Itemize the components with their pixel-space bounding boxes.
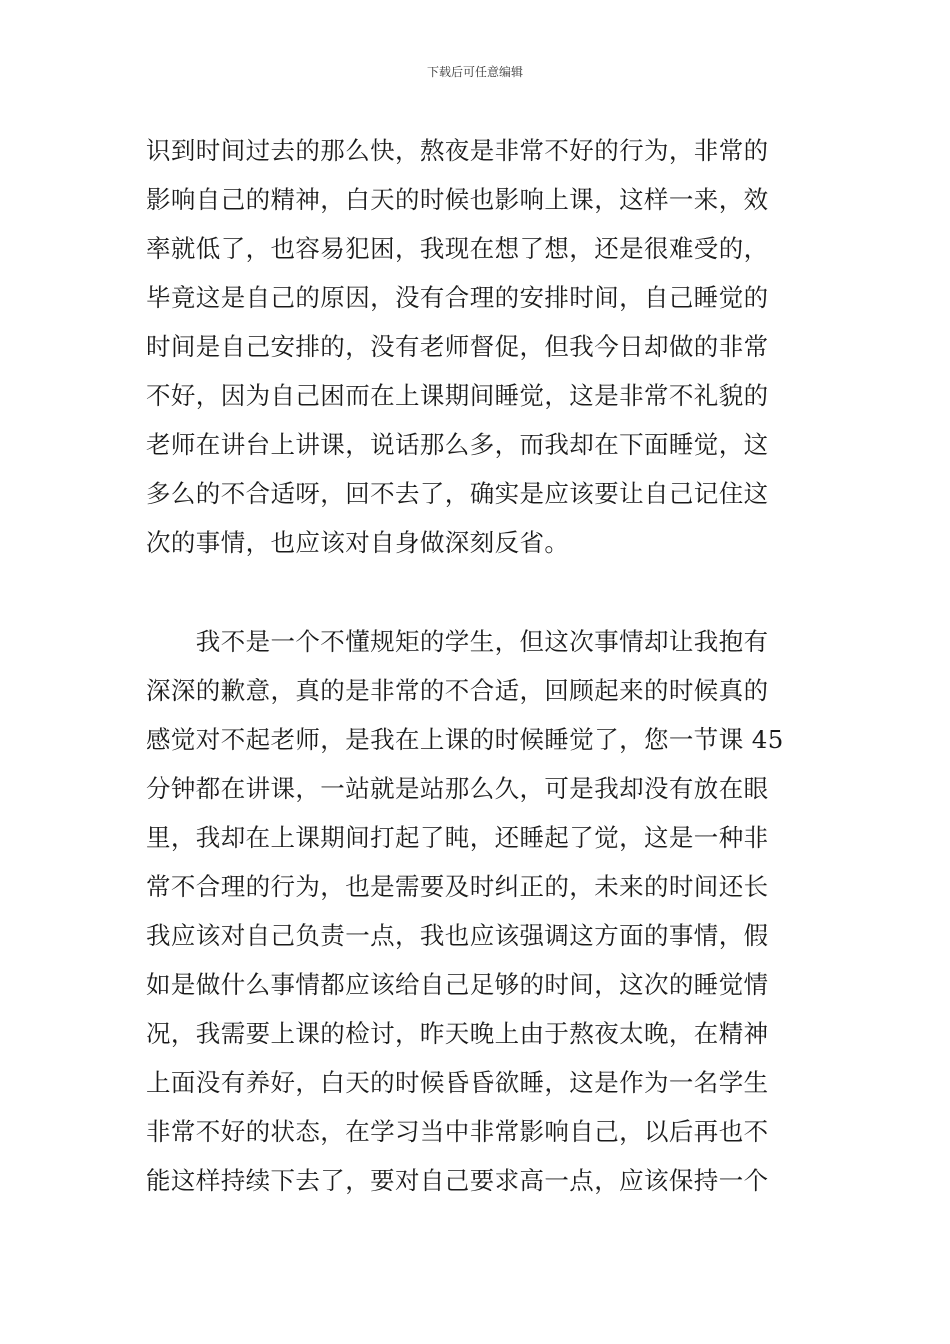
document-body [146, 126, 816, 1205]
text-line: 老师在讲台上讲课，说话那么多，而我却在下面睡觉，这 [146, 430, 769, 459]
text-line: 常不合理的行为，也是需要及时纠正的，未来的时间还长 [146, 872, 769, 901]
paragraph-1 [146, 126, 816, 567]
text-line: 毕竟这是自己的原因，没有合理的安排时间，自己睡觉的 [146, 283, 769, 312]
text-line: 我不是一个不懂规矩的学生，但这次事情却让我抱有 [146, 627, 769, 656]
text-line: 能这样持续下去了，要对自己要求高一点，应该保持一个 [146, 1166, 769, 1195]
text-line: 况，我需要上课的检讨，昨天晚上由于熬夜太晚，在精神 [146, 1019, 769, 1048]
text-line: 上面没有养好，白天的时候昏昏欲睡，这是作为一名学生 [146, 1068, 769, 1097]
page-header-watermark: 下载后可任意编辑 [426, 65, 523, 79]
paragraph-2 [146, 617, 816, 1205]
text-line: 影响自己的精神，白天的时候也影响上课，这样一来，效 [146, 185, 769, 214]
text-line: 感觉对不起老师，是我在上课的时候睡觉了，您一节课 45 [146, 725, 784, 754]
text-line: 如是做什么事情都应该给自己足够的时间，这次的睡觉情 [146, 970, 769, 999]
text-line: 次的事情，也应该对自身做深刻反省。 [146, 528, 570, 557]
text-line: 不好，因为自己困而在上课期间睡觉，这是非常不礼貌的 [146, 381, 769, 410]
text-line: 深深的歉意，真的是非常的不合适，回顾起来的时候真的 [146, 676, 769, 705]
paragraph-spacer [146, 567, 816, 617]
text-line: 多么的不合适呀，回不去了，确实是应该要让自己记住这 [146, 479, 769, 508]
text-line: 里，我却在上课期间打起了盹，还睡起了觉，这是一种非 [146, 823, 769, 852]
text-line: 非常不好的状态，在学习当中非常影响自己，以后再也不 [146, 1117, 769, 1146]
text-line: 时间是自己安排的，没有老师督促，但我今日却做的非常 [146, 332, 769, 361]
text-line: 我应该对自己负责一点，我也应该强调这方面的事情，假 [146, 921, 769, 950]
text-line: 识到时间过去的那么快，熬夜是非常不好的行为，非常的 [146, 136, 769, 165]
text-line: 分钟都在讲课，一站就是站那么久，可是我却没有放在眼 [146, 774, 769, 803]
text-line: 率就低了，也容易犯困，我现在想了想，还是很难受的， [146, 234, 769, 263]
